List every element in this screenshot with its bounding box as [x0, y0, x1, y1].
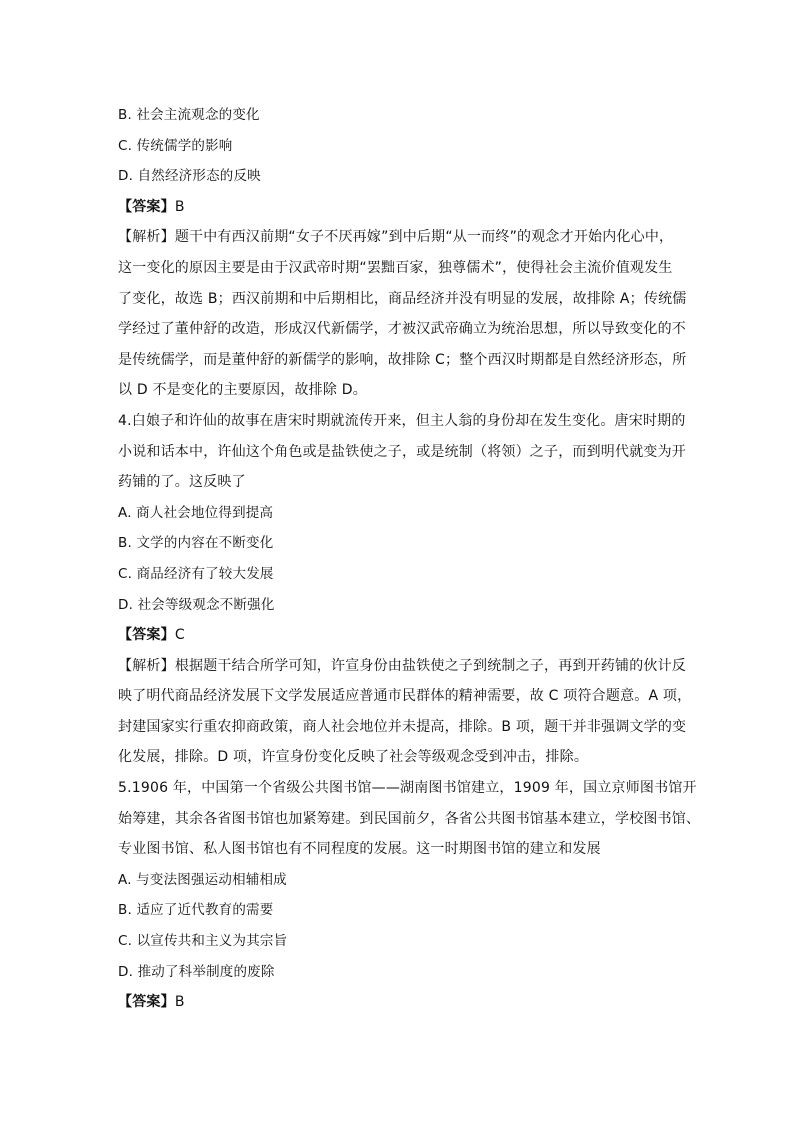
answer-tag: 【答案】 — [118, 994, 175, 1011]
q4-option-b: B. 文学的内容在不断变化 — [118, 535, 274, 552]
q4-option-d: D. 社会等级观念不断强化 — [118, 596, 275, 613]
q3-option-d: D. 自然经济形态的反映 — [118, 168, 261, 185]
answer-tag: 【答案】 — [118, 198, 175, 215]
analysis-text: 题干中有西汉前期“女子不厌再嫁”到中后期“从一而终”的观念才开始内化心中， — [174, 229, 674, 246]
answer-tag: 【答案】 — [118, 627, 175, 644]
document-page — [118, 100, 701, 1018]
analysis-text: 封建国家实行重农抑商政策，商人社会地位并未提高，排除。B 项，题干并非强调文学的变 — [118, 718, 687, 735]
q3-answer — [118, 192, 678, 223]
answer-value: C — [174, 627, 185, 644]
answer-value: B — [174, 198, 185, 215]
q3-option-c: C. 传统儒学的影响 — [118, 137, 233, 154]
q3-analysis — [118, 222, 687, 406]
analysis-text: 根据题干结合所学可知，许宣身份由盐铁使之子到统制之子，再到开药铺的伙计反 — [174, 657, 687, 674]
stem-text: 专业图书馆、私人图书馆也有不同程度的发展。这一时期图书馆的建立和发展 — [118, 841, 601, 858]
analysis-tag: 【解析】 — [118, 657, 175, 674]
answer-value: B — [174, 994, 185, 1011]
q4-stem — [118, 406, 686, 498]
q4-option-a: A. 商人社会地位得到提高 — [118, 504, 274, 521]
q5-answer — [118, 987, 678, 1018]
q5-option-c: C. 以宣传共和主义为其宗旨 — [118, 933, 288, 950]
analysis-text: 这一变化的原因主要是由于汉武帝时期“罢黜百家，独尊儒术”，使得社会主流价值观发生 — [118, 259, 673, 276]
q5-option-d: D. 推动了科举制度的废除 — [118, 963, 275, 980]
analysis-text: 学经过了董仲舒的改造，形成汉代新儒学，才被汉武帝确立为统治思想，所以导致变化的不 — [118, 321, 686, 338]
stem-text: 4.白娘子和许仙的故事在唐宋时期就流传开来，但主人翁的身份却在发生变化。唐宋时期的 — [118, 412, 686, 429]
q4-option-c: C. 商品经济有了较大发展 — [118, 565, 274, 582]
q5-stem — [118, 773, 701, 865]
stem-text: 5.1906 年，中国第一个省级公共图书馆——湖南图书馆建立，1909 年，国立京师图书馆开 — [118, 780, 697, 797]
q4-analysis — [118, 651, 692, 773]
q4-answer — [118, 620, 678, 651]
analysis-text: 映了明代商品经济发展下文学发展适应普通市民群体的精神需要，故 C 项符合题意。A 项， — [118, 688, 692, 705]
analysis-text: 以 D 不是变化的主要原因，故排除 D。 — [118, 382, 367, 399]
stem-text: 药铺的了。这反映了 — [118, 474, 246, 491]
q5-option-b: B. 适应了近代教育的需要 — [118, 902, 274, 919]
stem-text: 始筹建，其余各省图书馆也加紧筹建。到民国前夕，各省公共图书馆基本建立，学校图书馆、 — [118, 810, 701, 827]
analysis-text: 了变化，故选 B；西汉前期和中后期相比，商品经济并没有明显的发展，故排除 A；传统儒 — [118, 290, 687, 307]
q5-option-a: A. 与变法图强运动相辅相成 — [118, 871, 287, 888]
q3-option-b: B. 社会主流观念的变化 — [118, 107, 260, 123]
analysis-text: 化发展，排除。D 项，许宣身份变化反映了社会等级观念受到冲击，排除。 — [118, 749, 589, 766]
analysis-text: 是传统儒学，而是董仲舒的新儒学的影响，故排除 C；整个西汉时期都是自然经济形态，所 — [118, 351, 687, 368]
stem-text: 小说和话本中，许仙这个角色或是盐铁使之子，或是统制（将领）之子，而到明代就变为开 — [118, 443, 686, 460]
analysis-tag: 【解析】 — [118, 229, 175, 246]
